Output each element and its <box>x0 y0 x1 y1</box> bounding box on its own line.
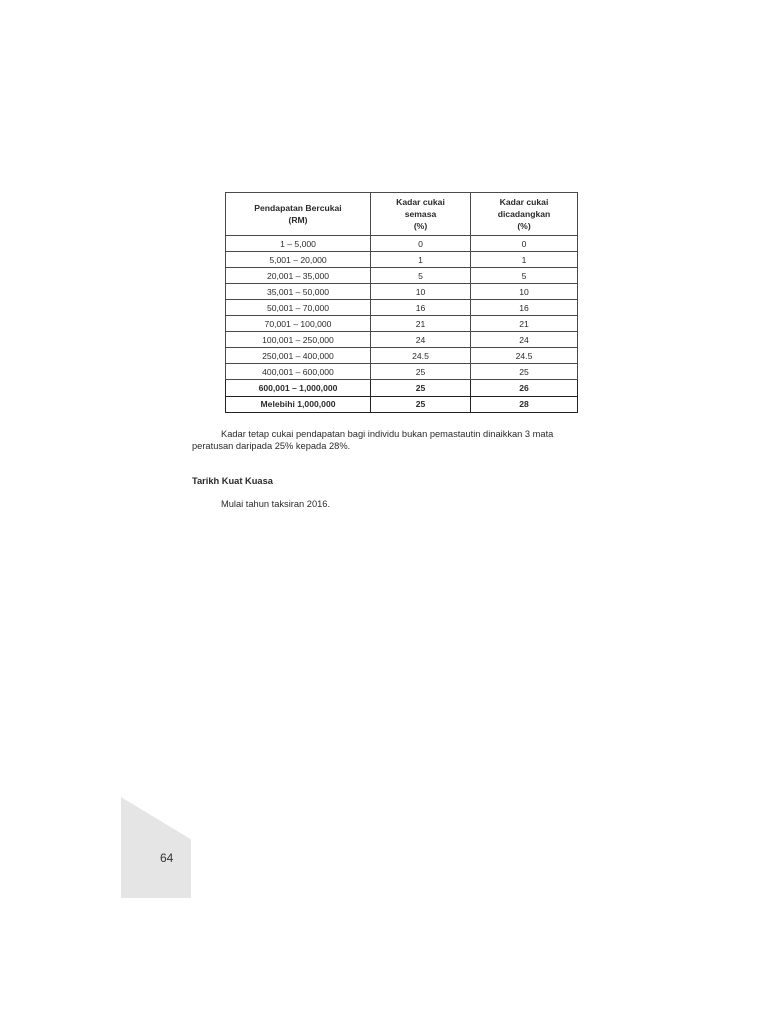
cell-income: 1 – 5,000 <box>226 236 371 252</box>
cell-proposed-rate: 24 <box>471 332 578 348</box>
cell-current-rate: 10 <box>371 284 471 300</box>
page-corner-tab <box>121 797 191 898</box>
cell-income: 20,001 – 35,000 <box>226 268 371 284</box>
header-line: dicadangkan <box>497 209 551 219</box>
cell-income: 35,001 – 50,000 <box>226 284 371 300</box>
header-line: Kadar cukai <box>499 197 549 207</box>
table-row <box>226 236 578 252</box>
table-row <box>226 348 578 364</box>
cell-current-rate: 25 <box>371 364 471 380</box>
cell-current-rate: 25 <box>371 380 471 397</box>
page-number: 64 <box>160 851 174 865</box>
cell-proposed-rate: 24.5 <box>471 348 578 364</box>
cell-proposed-rate: 0 <box>471 236 578 252</box>
tax-rate-table <box>225 192 578 413</box>
cell-income: 50,001 – 70,000 <box>226 300 371 316</box>
table-row <box>226 396 578 413</box>
header-line: semasa <box>404 209 437 219</box>
cell-proposed-rate: 5 <box>471 268 578 284</box>
cell-current-rate: 5 <box>371 268 471 284</box>
table-body <box>226 236 578 413</box>
cell-current-rate: 1 <box>371 252 471 268</box>
cell-proposed-rate: 26 <box>471 380 578 397</box>
cell-current-rate: 16 <box>371 300 471 316</box>
cell-current-rate: 24.5 <box>371 348 471 364</box>
cell-current-rate: 25 <box>371 396 471 413</box>
table-row <box>226 316 578 332</box>
table-row <box>226 380 578 397</box>
cell-current-rate: 24 <box>371 332 471 348</box>
header-current-rate <box>371 193 471 236</box>
table-row <box>226 268 578 284</box>
cell-proposed-rate: 25 <box>471 364 578 380</box>
cell-proposed-rate: 28 <box>471 396 578 413</box>
header-proposed-rate <box>471 193 578 236</box>
cell-income: 100,001 – 250,000 <box>226 332 371 348</box>
cell-income: 600,001 – 1,000,000 <box>226 380 371 397</box>
header-line: Kadar cukai <box>396 197 445 207</box>
cell-income: 400,001 – 600,000 <box>226 364 371 380</box>
cell-income: 5,001 – 20,000 <box>226 252 371 268</box>
header-taxable-income <box>226 193 371 236</box>
table-row <box>226 332 578 348</box>
cell-proposed-rate: 1 <box>471 252 578 268</box>
cell-current-rate: 0 <box>371 236 471 252</box>
explanation-paragraph: Kadar tetap cukai pendapatan bagi individu bukan pemastautin dinaikkan 3 mata peratusan daripada 25% kepada 28%. <box>192 429 554 451</box>
cell-income: 70,001 – 100,000 <box>226 316 371 332</box>
cell-proposed-rate: 21 <box>471 316 578 332</box>
section-heading: Tarikh Kuat Kuasa <box>192 476 273 486</box>
table-row <box>226 300 578 316</box>
cell-proposed-rate: 10 <box>471 284 578 300</box>
table-header-row <box>226 193 578 236</box>
header-line: (%) <box>413 221 428 231</box>
table-row <box>226 252 578 268</box>
table-row <box>226 284 578 300</box>
header-line: (%) <box>517 221 531 231</box>
cell-income: 250,001 – 400,000 <box>226 348 371 364</box>
table-row <box>226 364 578 380</box>
header-line: (RM) <box>288 215 308 225</box>
cell-income: Melebihi 1,000,000 <box>226 396 371 413</box>
cell-current-rate: 21 <box>371 316 471 332</box>
header-line: Pendapatan Bercukai <box>254 203 342 213</box>
effective-date-text: Mulai tahun taksiran 2016. <box>221 499 331 509</box>
cell-proposed-rate: 16 <box>471 300 578 316</box>
